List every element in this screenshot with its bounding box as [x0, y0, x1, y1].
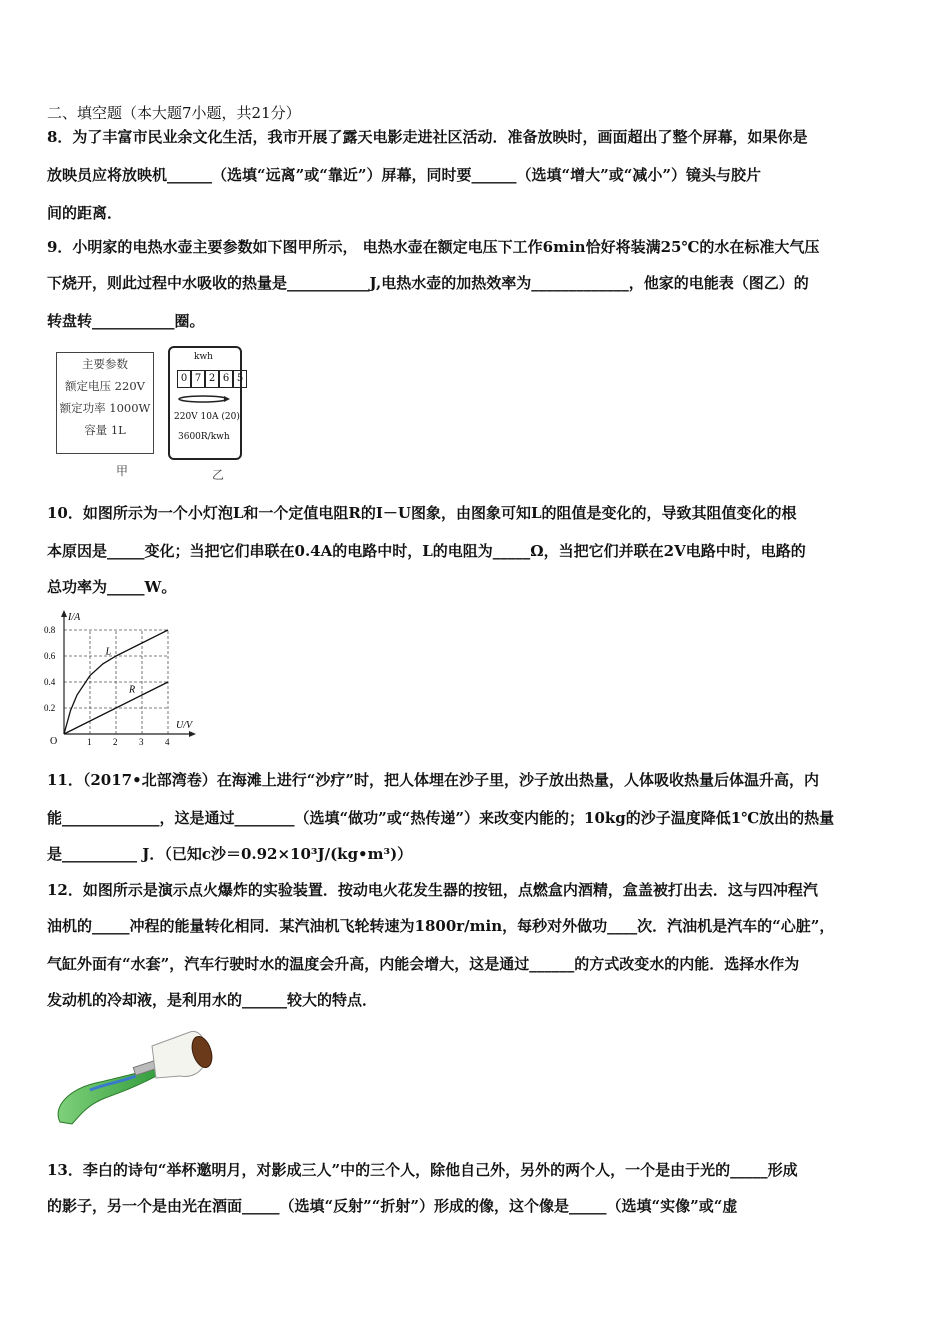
q12-line-4: 发动机的冷却液，是利用水的______较大的特点． — [47, 991, 378, 1009]
meter-digit: 6 — [219, 370, 233, 388]
x-tick-label: 4 — [165, 737, 170, 747]
q8-line-1: 8．为了丰富市民业余文化生活，我市开展了露天电影走进社区活动．准备放映时，画面超出了整个屏幕，如果你是 — [47, 128, 808, 146]
meter-unit: kwh — [194, 352, 213, 362]
q9-line-3: 转盘转___________圈。 — [47, 312, 205, 330]
chart-grid — [64, 630, 168, 734]
caption-yi: 乙 — [212, 468, 225, 482]
param-line: 容量 1L — [84, 423, 126, 437]
ignition-device-illustration — [50, 1026, 220, 1132]
caption-jia: 甲 — [116, 464, 129, 478]
param-line: 额定功率 1000W — [59, 401, 151, 415]
meter-digit: 2 — [205, 370, 219, 388]
meter-digit: 5 — [233, 370, 247, 388]
q12-line-3: 气缸外面有“水套”，汽车行驶时水的温度会升高，内能会增大，这是通过______的方式改变水的内能．选择水作为 — [47, 955, 800, 973]
q8-line-3: 间的距离． — [47, 204, 123, 222]
q11-line-2: 能_____________，这是通过________（选填“做功”或“热传递”）来改变内能的；10kg的沙子温度降低1℃放出的热量 — [47, 809, 835, 827]
x-tick-label: 3 — [139, 737, 144, 747]
q10-line-2: 本原因是_____变化；当把它们串联在0.4A的电路中时，L的电阻为_____Ω，当把它们并联在2V电路中时，电路的 — [47, 542, 806, 560]
iu-graph — [40, 608, 200, 750]
q8-line-2: 放映员应将放映机______（选填“远离”或“靠近”）屏幕，同时要______（选填“增大”或“减小”）镜头与胶片 — [47, 166, 762, 184]
q12-line-1: 12．如图所示是演示点火爆炸的实验装置．按动电火花发生器的按钮，点燃盒内酒精，盒盖被打出去．这与四冲程汽 — [47, 881, 818, 899]
q11-line-3: 是__________ J．（已知c沙＝0.92×10³J/(kg•m³)） — [47, 845, 413, 863]
y-tick-label: 0.2 — [44, 703, 56, 713]
param-line: 主要参数 — [82, 357, 128, 371]
x-tick-label: 1 — [87, 737, 92, 747]
meter-rotation-arrow-icon — [176, 392, 234, 406]
y-tick-label: 0.6 — [44, 651, 56, 661]
q9-line-1: 9．小明家的电热水壶主要参数如下图甲所示， 电热水壶在额定电压下工作6min恰好将装满25℃的水在标准大气压 — [47, 238, 820, 256]
x-tick-label: 2 — [113, 737, 118, 747]
q13-line-2: 的影子，另一个是由光在酒面_____（选填“反射”“折射”）形成的像，这个像是_____（选填“实像”或“虚 — [47, 1197, 738, 1215]
y-tick-label: 0.4 — [44, 677, 56, 687]
q9-line-2: 下烧开，则此过程中水吸收的热量是___________J,电热水壶的加热效率为_____________，他家的电能表（图乙）的 — [47, 274, 809, 292]
tick-labels — [44, 625, 170, 747]
series-label: L — [105, 646, 112, 658]
series-label: R — [129, 684, 136, 696]
q12-line-2: 油机的_____冲程的能量转化相同．某汽油机飞轮转速为1800r/min，每秒对外做功____次．汽油机是汽车的“心脏”， — [47, 917, 835, 935]
x-axis-arrow-icon — [189, 731, 196, 737]
y-tick-label: 0.8 — [44, 625, 56, 635]
origin-label: O — [50, 736, 58, 747]
q10-line-1: 10．如图所示为一个小灯泡L和一个定值电阻R的I－U图象，由图象可知L的阻值是变化的，导致其阻值变化的根 — [47, 504, 797, 522]
meter-digit: 7 — [191, 370, 205, 388]
section-title: 二、填空题（本大题7小题，共21分） — [47, 104, 301, 122]
kettle-parameters-box — [56, 352, 154, 454]
y-axis-arrow-icon — [61, 610, 67, 617]
meter-rating: 220V 10A (20) — [174, 412, 240, 422]
q11-line-1: 11．（2017•北部湾卷）在海滩上进行“沙疗”时，把人体埋在沙子里，沙子放出热量，人体吸收热量后体温升高，内 — [47, 771, 819, 789]
x-axis-label: U/V — [176, 720, 193, 731]
y-axis-label: I/A — [68, 612, 81, 623]
electricity-meter — [168, 346, 242, 460]
param-line: 额定电压 220V — [65, 379, 145, 393]
meter-digit: 0 — [177, 370, 191, 388]
meter-constant: 3600R/kwh — [178, 432, 230, 442]
q10-line-3: 总功率为_____W。 — [47, 578, 177, 596]
meter-digits — [177, 370, 247, 388]
q13-line-1: 13．李白的诗句“举杯邀明月，对影成三人”中的三个人，除他自己外，另外的两个人，一个是由于光的_____形成 — [47, 1161, 798, 1179]
